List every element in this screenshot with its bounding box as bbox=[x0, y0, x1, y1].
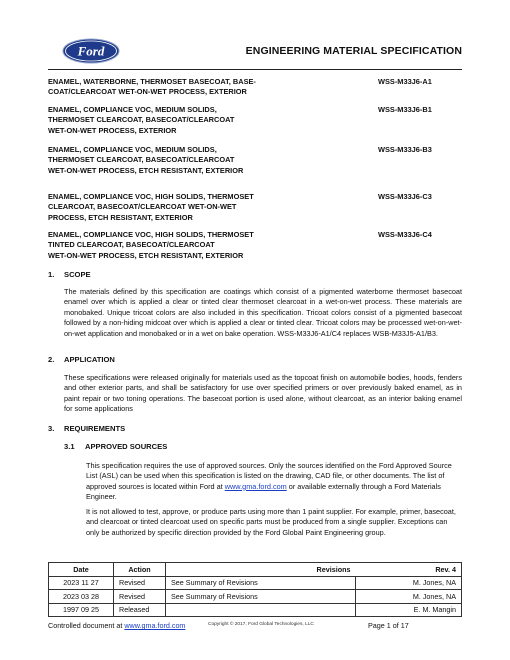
section-heading-approved-sources: 3.1 APPROVED SOURCES bbox=[64, 442, 168, 451]
approved-sources-para-1: This specification requires the use of approved sources. Only the sources identified on the Ford Approved Source List (ASL) can be used when this specification is listed on the drawing, CAD file, or other documents. The list of approved sources is located within Ford at www.gma.ford.com or available externally through a Ford Materials Engineer. bbox=[86, 461, 452, 502]
section-heading-application: 2. APPLICATION bbox=[48, 355, 115, 364]
ford-logo bbox=[62, 38, 120, 64]
section-heading-scope: 1. SCOPE bbox=[48, 270, 91, 279]
material-entry bbox=[48, 145, 462, 176]
footer-gma-link[interactable]: www.gma.ford.com bbox=[124, 621, 186, 630]
revision-table bbox=[48, 562, 462, 617]
revision-table-header bbox=[49, 563, 462, 577]
material-entry bbox=[48, 230, 462, 261]
material-title: ENAMEL, WATERBORNE, THERMOSET BASECOAT, BASE- COAT/CLEARCOAT WET-ON-WET PROCESS, EXTERIOR bbox=[48, 77, 256, 97]
material-entry bbox=[48, 105, 462, 136]
page-header bbox=[48, 36, 462, 70]
table-row: 2023 03 28 Revised See Summary of Revisions M. Jones, NA bbox=[49, 590, 462, 604]
scope-text: The materials defined by this specification are coatings which consist of a pigmented waterborne thermoset basecoat enamel over which is applied a clear or tinted clear thermoset clearcoat in a wet-on-wet process. These materials are monobaked. Unique tricoat colors are also included in this specification. Tricoat colors consist of a pigmented basecoat followed by a non-hiding midcoat over which is applied a clear or tinted clear. Tricoat colors may be processed wet-on-wet-on-wet application and monobaked or in a wet on bake operation. WSS-M33J6-A1/C4 replaces WSB-M33J5-A1/B3. bbox=[64, 287, 462, 338]
col-date: Date bbox=[49, 563, 114, 577]
copyright-notice: Copyright © 2017, Ford Global Technologies, LLC bbox=[208, 622, 314, 627]
table-row: 1997 09 25 Released E. M. Mangin bbox=[49, 603, 462, 617]
col-action: Action bbox=[114, 563, 166, 577]
material-title: ENAMEL, COMPLIANCE VOC, HIGH SOLIDS, THERMOSET TINTED CLEARCOAT, BASECOAT/CLEARCOAT WET-ON-WET PROCESS, ETCH RESISTANT, EXTERIOR bbox=[48, 230, 254, 260]
controlled-document-label: Controlled document at bbox=[48, 621, 125, 630]
page-footer bbox=[48, 621, 462, 630]
section-heading-requirements: 3. REQUIREMENTS bbox=[48, 424, 126, 433]
material-code: WSS-M33J6-A1 bbox=[378, 77, 432, 86]
logo-text: Ford bbox=[77, 43, 105, 59]
approved-sources-para-2: It is not allowed to test, approve, or produce parts using more than 1 paint supplier. For example, primer, basecoat, and clearcoat or tinted clearcoat used on specific parts must be produced from a single supplier. Exceptions can only be authorized by specific direction provided by the Ford Global Paint Engineering group. bbox=[86, 507, 456, 537]
material-code: WSS-M33J6-B3 bbox=[378, 145, 432, 154]
material-title: ENAMEL, COMPLIANCE VOC, MEDIUM SOLIDS, THERMOSET CLEARCOAT, BASECOAT/CLEARCOAT WET-ON-WET PROCESS, ETCH RESISTANT, EXTERIOR bbox=[48, 145, 244, 175]
document-title: ENGINEERING MATERIAL SPECIFICATION bbox=[245, 45, 462, 57]
material-code: WSS-M33J6-C3 bbox=[378, 192, 432, 201]
material-entry bbox=[48, 192, 462, 223]
application-text: These specifications were released originally for materials used as the topcoat finish on automobile bodies, hoods, fenders and other exterior parts, and shall be satisfactory for use over specified primers or over previously baked enamel, as in paint repair or two toning operations. The basecoat portion is used alone, without clearcoat, as an interior baking enamel for some applications bbox=[64, 373, 462, 414]
col-rev-number: Rev. 4 bbox=[356, 563, 462, 577]
col-revisions: Revisions bbox=[166, 563, 356, 577]
material-entry bbox=[48, 77, 462, 98]
table-row: 2023 11 27 Revised See Summary of Revisions M. Jones, NA bbox=[49, 576, 462, 590]
page-number: Page 1 of 17 bbox=[368, 621, 409, 630]
material-code: WSS-M33J6-B1 bbox=[378, 105, 432, 114]
material-title: ENAMEL, COMPLIANCE VOC, MEDIUM SOLIDS, THERMOSET CLEARCOAT, BASECOAT/CLEARCOAT WET-ON-WET PROCESS, EXTERIOR bbox=[48, 105, 235, 135]
material-code: WSS-M33J6-C4 bbox=[378, 230, 432, 239]
material-title: ENAMEL, COMPLIANCE VOC, HIGH SOLIDS, THERMOSET CLEARCOAT, BASECOAT/CLEARCOAT WET-ON-WET PROCESS, ETCH RESISTANT, EXTERIOR bbox=[48, 192, 254, 222]
gma-ford-link[interactable]: www.gma.ford.com bbox=[224, 481, 287, 491]
